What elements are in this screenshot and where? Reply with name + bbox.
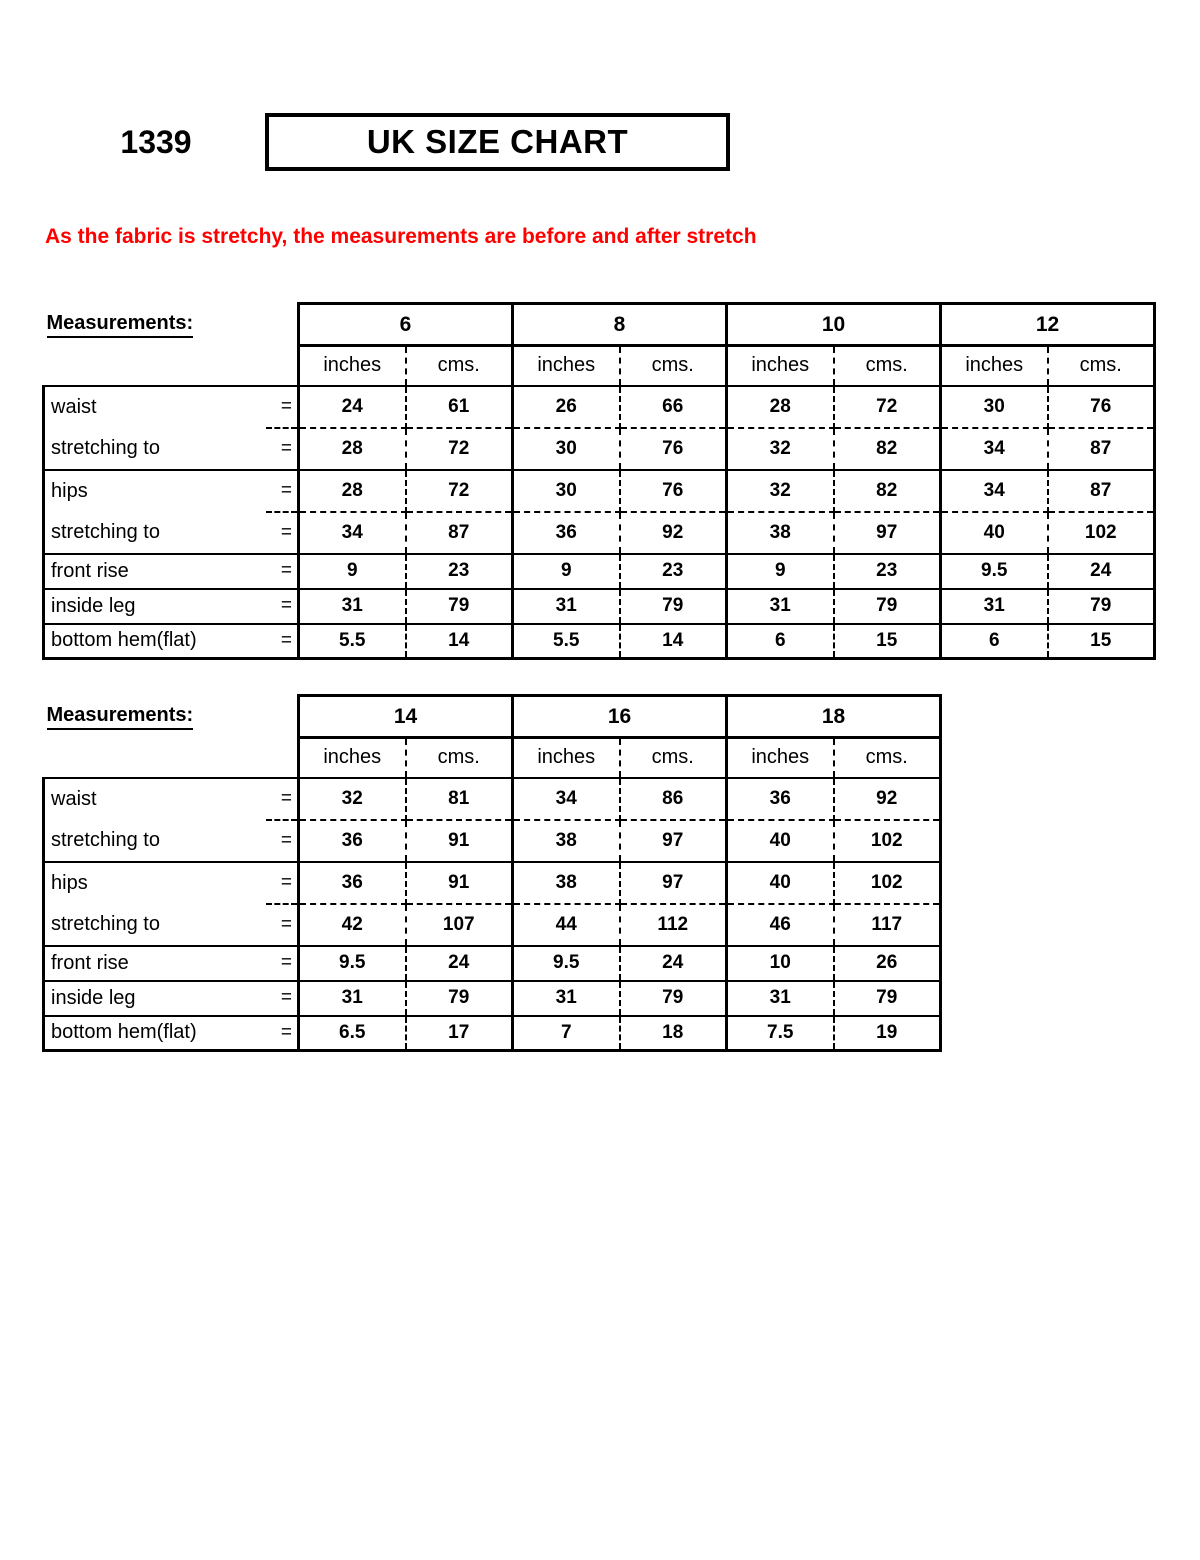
size-header-cell: 18 — [727, 696, 941, 738]
equals-sign: = — [266, 386, 299, 428]
value-inches: 9 — [727, 554, 834, 589]
measurement-row — [44, 862, 941, 904]
empty-corner-cell — [44, 738, 299, 778]
value-cms: 86 — [620, 778, 727, 820]
equals-sign: = — [266, 820, 299, 862]
row-label: waist — [44, 386, 266, 428]
value-inches: 31 — [299, 981, 406, 1016]
value-cms: 81 — [406, 778, 513, 820]
value-cms: 97 — [620, 820, 727, 862]
measurement-row — [44, 589, 1155, 624]
value-cms: 102 — [1048, 512, 1155, 554]
stretch-notice: As the fabric is stretchy, the measurements are before and after stretch — [45, 225, 757, 248]
value-inches: 24 — [299, 386, 406, 428]
size-header-row — [44, 696, 941, 738]
value-cms: 76 — [1048, 386, 1155, 428]
measurement-row — [44, 946, 941, 981]
equals-sign: = — [266, 624, 299, 659]
value-inches: 26 — [513, 386, 620, 428]
page-title: UK SIZE CHART — [366, 123, 629, 160]
equals-sign: = — [266, 778, 299, 820]
value-cms: 17 — [406, 1016, 513, 1051]
value-cms: 91 — [406, 820, 513, 862]
measurement-row — [44, 904, 941, 946]
value-inches: 31 — [727, 589, 834, 624]
value-cms: 24 — [620, 946, 727, 981]
measurement-row — [44, 512, 1155, 554]
measurements-cell — [44, 304, 299, 346]
measurement-row — [44, 386, 1155, 428]
value-cms: 102 — [834, 820, 941, 862]
unit-header-cms: cms. — [834, 738, 941, 778]
value-cms: 79 — [620, 981, 727, 1016]
value-cms: 82 — [834, 470, 941, 512]
value-inches: 34 — [941, 470, 1048, 512]
value-inches: 9.5 — [941, 554, 1048, 589]
unit-header-inches: inches — [727, 738, 834, 778]
size-chart-table — [42, 694, 942, 1052]
measurement-row — [44, 1016, 941, 1051]
unit-header-cms: cms. — [1048, 346, 1155, 386]
value-inches: 31 — [513, 981, 620, 1016]
value-inches: 6 — [941, 624, 1048, 659]
row-label: stretching to — [44, 904, 266, 946]
size-chart-table — [42, 302, 1156, 660]
value-inches: 40 — [727, 862, 834, 904]
value-inches: 6.5 — [299, 1016, 406, 1051]
equals-sign: = — [266, 589, 299, 624]
equals-sign: = — [266, 428, 299, 470]
row-label: waist — [44, 778, 266, 820]
value-inches: 9 — [513, 554, 620, 589]
value-cms: 24 — [1048, 554, 1155, 589]
value-inches: 36 — [727, 778, 834, 820]
size-header-cell: 14 — [299, 696, 513, 738]
value-cms: 97 — [834, 512, 941, 554]
value-inches: 46 — [727, 904, 834, 946]
measurement-row — [44, 428, 1155, 470]
value-inches: 28 — [299, 470, 406, 512]
measurement-row — [44, 624, 1155, 659]
value-cms: 87 — [406, 512, 513, 554]
value-cms: 79 — [620, 589, 727, 624]
row-label: front rise — [44, 554, 266, 589]
value-cms: 23 — [834, 554, 941, 589]
measurement-row — [44, 981, 941, 1016]
value-inches: 38 — [727, 512, 834, 554]
size-header-row — [44, 304, 1155, 346]
value-inches: 6 — [727, 624, 834, 659]
value-cms: 72 — [406, 428, 513, 470]
value-inches: 7 — [513, 1016, 620, 1051]
value-inches: 32 — [727, 428, 834, 470]
unit-header-cms: cms. — [620, 738, 727, 778]
unit-header-cms: cms. — [834, 346, 941, 386]
equals-sign: = — [266, 512, 299, 554]
row-label: stretching to — [44, 820, 266, 862]
value-cms: 117 — [834, 904, 941, 946]
value-cms: 15 — [834, 624, 941, 659]
value-inches: 40 — [727, 820, 834, 862]
value-inches: 36 — [299, 862, 406, 904]
value-inches: 31 — [299, 589, 406, 624]
value-cms: 76 — [620, 470, 727, 512]
size-table-upper — [42, 302, 1200, 660]
value-inches: 38 — [513, 862, 620, 904]
doc-number: 1339 — [120, 123, 192, 160]
value-cms: 18 — [620, 1016, 727, 1051]
value-cms: 23 — [620, 554, 727, 589]
empty-corner-cell — [44, 346, 299, 386]
value-inches: 30 — [513, 470, 620, 512]
unit-header-cms: cms. — [406, 738, 513, 778]
measurement-row — [44, 820, 941, 862]
value-inches: 30 — [941, 386, 1048, 428]
measurements-cell — [44, 696, 299, 738]
value-inches: 34 — [299, 512, 406, 554]
value-cms: 66 — [620, 386, 727, 428]
value-cms: 107 — [406, 904, 513, 946]
value-cms: 82 — [834, 428, 941, 470]
value-inches: 9.5 — [299, 946, 406, 981]
value-inches: 36 — [513, 512, 620, 554]
value-inches: 32 — [727, 470, 834, 512]
value-inches: 7.5 — [727, 1016, 834, 1051]
unit-header-inches: inches — [299, 346, 406, 386]
value-cms: 91 — [406, 862, 513, 904]
value-inches: 9.5 — [513, 946, 620, 981]
size-header-cell: 8 — [513, 304, 727, 346]
value-inches: 5.5 — [299, 624, 406, 659]
unit-header-inches: inches — [513, 346, 620, 386]
unit-header-inches: inches — [299, 738, 406, 778]
size-header-cell: 12 — [941, 304, 1155, 346]
value-inches: 28 — [727, 386, 834, 428]
size-header-cell: 10 — [727, 304, 941, 346]
equals-sign: = — [266, 470, 299, 512]
value-inches: 5.5 — [513, 624, 620, 659]
measurement-row — [44, 470, 1155, 512]
value-inches: 42 — [299, 904, 406, 946]
measurement-row — [44, 778, 941, 820]
equals-sign: = — [266, 862, 299, 904]
unit-header-row — [44, 738, 941, 778]
value-cms: 97 — [620, 862, 727, 904]
value-inches: 10 — [727, 946, 834, 981]
equals-sign: = — [266, 981, 299, 1016]
value-cms: 14 — [620, 624, 727, 659]
value-inches: 38 — [513, 820, 620, 862]
value-cms: 14 — [406, 624, 513, 659]
value-inches: 44 — [513, 904, 620, 946]
value-cms: 24 — [406, 946, 513, 981]
equals-sign: = — [266, 554, 299, 589]
value-cms: 87 — [1048, 470, 1155, 512]
equals-sign: = — [266, 904, 299, 946]
unit-header-inches: inches — [727, 346, 834, 386]
value-cms: 15 — [1048, 624, 1155, 659]
size-table-lower — [42, 694, 1200, 1052]
value-cms: 92 — [834, 778, 941, 820]
value-cms: 19 — [834, 1016, 941, 1051]
value-cms: 112 — [620, 904, 727, 946]
value-cms: 61 — [406, 386, 513, 428]
size-header-cell: 6 — [299, 304, 513, 346]
row-label: bottom hem(flat) — [44, 624, 266, 659]
row-label: bottom hem(flat) — [44, 1016, 266, 1051]
unit-header-inches: inches — [941, 346, 1048, 386]
value-cms: 79 — [834, 981, 941, 1016]
value-inches: 34 — [513, 778, 620, 820]
row-label: inside leg — [44, 981, 266, 1016]
row-label: stretching to — [44, 428, 266, 470]
value-inches: 36 — [299, 820, 406, 862]
value-inches: 30 — [513, 428, 620, 470]
value-cms: 26 — [834, 946, 941, 981]
size-header-cell: 16 — [513, 696, 727, 738]
value-inches: 9 — [299, 554, 406, 589]
value-cms: 79 — [406, 981, 513, 1016]
unit-header-row — [44, 346, 1155, 386]
row-label: hips — [44, 470, 266, 512]
unit-header-inches: inches — [513, 738, 620, 778]
equals-sign: = — [266, 1016, 299, 1051]
value-cms: 79 — [1048, 589, 1155, 624]
value-cms: 92 — [620, 512, 727, 554]
title-box — [265, 113, 730, 171]
value-cms: 76 — [620, 428, 727, 470]
value-inches: 28 — [299, 428, 406, 470]
unit-header-cms: cms. — [406, 346, 513, 386]
value-cms: 72 — [406, 470, 513, 512]
value-inches: 40 — [941, 512, 1048, 554]
row-label: hips — [44, 862, 266, 904]
measurements-label: Measurements: — [47, 312, 194, 338]
measurements-label: Measurements: — [47, 704, 194, 730]
value-inches: 32 — [299, 778, 406, 820]
value-cms: 79 — [834, 589, 941, 624]
value-cms: 72 — [834, 386, 941, 428]
page-header — [110, 0, 1200, 171]
value-inches: 31 — [941, 589, 1048, 624]
equals-sign: = — [266, 946, 299, 981]
value-inches: 31 — [513, 589, 620, 624]
value-cms: 79 — [406, 589, 513, 624]
value-cms: 87 — [1048, 428, 1155, 470]
unit-header-cms: cms. — [620, 346, 727, 386]
value-inches: 34 — [941, 428, 1048, 470]
row-label: stretching to — [44, 512, 266, 554]
row-label: front rise — [44, 946, 266, 981]
measurement-row — [44, 554, 1155, 589]
value-cms: 102 — [834, 862, 941, 904]
row-label: inside leg — [44, 589, 266, 624]
value-cms: 23 — [406, 554, 513, 589]
value-inches: 31 — [727, 981, 834, 1016]
